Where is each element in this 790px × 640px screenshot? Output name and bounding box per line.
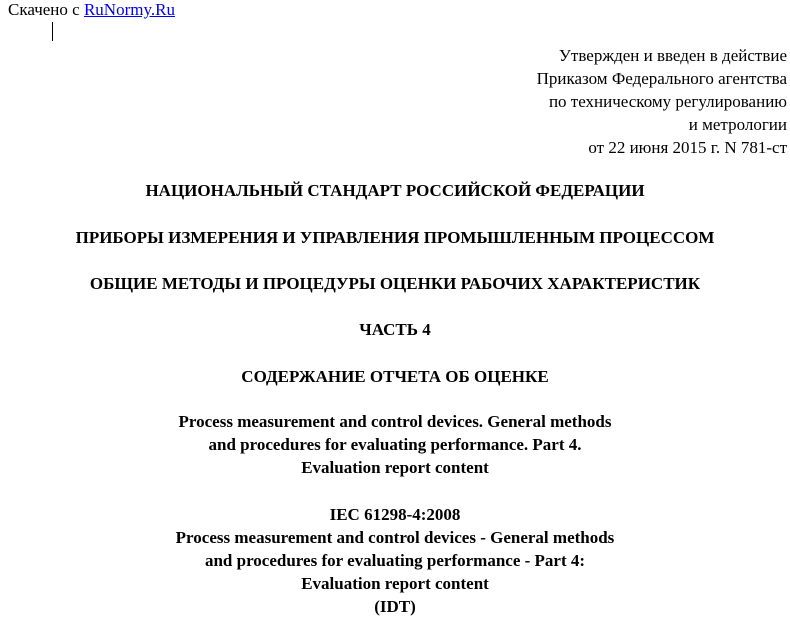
part-heading: ЧАСТЬ 4: [359, 320, 431, 339]
iec-title-line: and procedures for evaluating performance - Part 4:: [204, 551, 586, 570]
text-cursor: [52, 22, 53, 41]
approval-line: и метрологии: [688, 115, 787, 134]
iec-title-line: Evaluation report content: [301, 574, 489, 593]
iec-title-line: Process measurement and control devices - General methods: [175, 528, 615, 547]
english-title-line: and procedures for evaluating performance. Part 4.: [208, 435, 582, 454]
approval-line: от 22 июня 2015 г. N 781-ст: [588, 138, 787, 157]
devices-heading: ПРИБОРЫ ИЗМЕРЕНИЯ И УПРАВЛЕНИЯ ПРОМЫШЛЕННЫМ ПРОЦЕССОМ: [75, 228, 715, 247]
idt-label: (IDT): [374, 597, 416, 616]
approval-line: Приказом Федерального агентства: [536, 69, 787, 88]
approval-line: Утвержден и введен в действие: [558, 46, 787, 65]
national-standard-heading: НАЦИОНАЛЬНЫЙ СТАНДАРТ РОССИЙСКОЙ ФЕДЕРАЦИИ: [145, 181, 645, 200]
methods-heading: ОБЩИЕ МЕТОДЫ И ПРОЦЕДУРЫ ОЦЕНКИ РАБОЧИХ ХАРАКТЕРИСТИК: [89, 274, 701, 293]
content-heading: СОДЕРЖАНИЕ ОТЧЕТА ОБ ОЦЕНКЕ: [241, 367, 549, 386]
english-title-line: Process measurement and control devices. General methods: [178, 412, 612, 431]
source-link[interactable]: RuNormy.Ru: [83, 0, 175, 19]
iec-code: IEC 61298-4:2008: [329, 505, 461, 524]
approval-block: [537, 44, 787, 159]
source-line: [8, 0, 175, 20]
approval-line: по техническому регулированию: [548, 92, 787, 111]
source-prefix: Скачено с: [8, 0, 84, 19]
english-title-line: Evaluation report content: [301, 458, 489, 477]
